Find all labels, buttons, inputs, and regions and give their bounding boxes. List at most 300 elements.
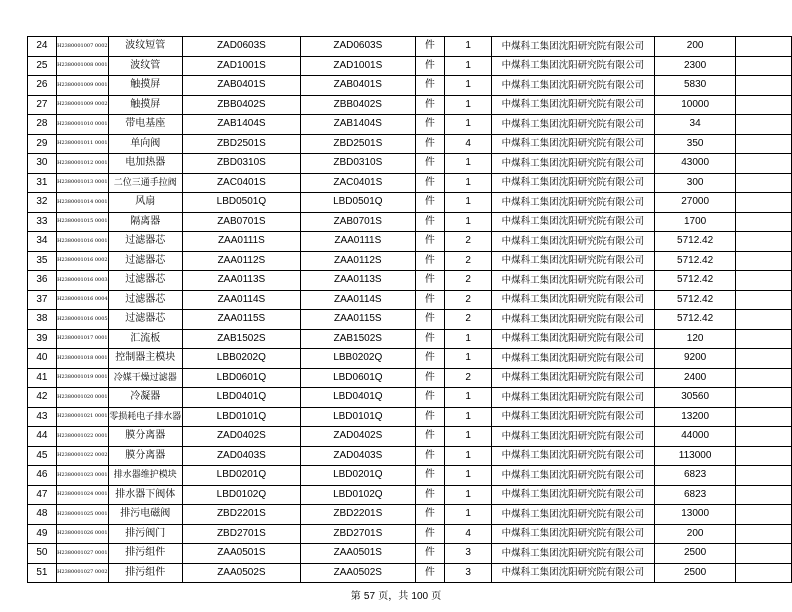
cell-spec: ZAB1502S xyxy=(182,329,300,349)
cell-no: 35 xyxy=(28,251,57,271)
cell-unit: 件 xyxy=(415,563,445,583)
cell-name: 过滤器芯 xyxy=(108,310,182,330)
cell-supplier: 中煤科工集团沈阳研究院有限公司 xyxy=(491,154,654,174)
cell-supplier: 中煤科工集团沈阳研究院有限公司 xyxy=(491,524,654,544)
cell-spec: ZAA0112S xyxy=(182,251,300,271)
cell-supplier: 中煤科工集团沈阳研究院有限公司 xyxy=(491,368,654,388)
cell-remark xyxy=(736,427,792,447)
cell-remark xyxy=(736,563,792,583)
cell-supplier: 中煤科工集团沈阳研究院有限公司 xyxy=(491,290,654,310)
table-row xyxy=(28,232,792,252)
table-row xyxy=(28,173,792,193)
cell-name: 过滤器芯 xyxy=(108,271,182,291)
cell-name: 排污组件 xyxy=(108,544,182,564)
cell-price: 200 xyxy=(654,524,736,544)
cell-name: 过滤器芯 xyxy=(108,290,182,310)
table-row xyxy=(28,154,792,174)
cell-no: 49 xyxy=(28,524,57,544)
cell-supplier: 中煤科工集团沈阳研究院有限公司 xyxy=(491,544,654,564)
table-row xyxy=(28,37,792,57)
cell-remark xyxy=(736,329,792,349)
cell-qty: 1 xyxy=(445,388,492,408)
cell-name: 电加热器 xyxy=(108,154,182,174)
cell-remark xyxy=(736,134,792,154)
cell-supplier: 中煤科工集团沈阳研究院有限公司 xyxy=(491,446,654,466)
cell-qty: 2 xyxy=(445,271,492,291)
cell-unit: 件 xyxy=(415,115,445,135)
cell-no: 31 xyxy=(28,173,57,193)
cell-supplier: 中煤科工集团沈阳研究院有限公司 xyxy=(491,37,654,57)
cell-qty: 1 xyxy=(445,427,492,447)
cell-qty: 1 xyxy=(445,212,492,232)
cell-price: 9200 xyxy=(654,349,736,369)
cell-code: H2380001007 0002 xyxy=(56,37,108,57)
cell-no: 25 xyxy=(28,56,57,76)
cell-unit: 件 xyxy=(415,56,445,76)
cell-code: H2380001011 0001 xyxy=(56,134,108,154)
cell-price: 5712.42 xyxy=(654,271,736,291)
cell-remark xyxy=(736,115,792,135)
cell-unit: 件 xyxy=(415,95,445,115)
cell-price: 34 xyxy=(654,115,736,135)
cell-model: ZAB0401S xyxy=(301,76,415,96)
cell-price: 300 xyxy=(654,173,736,193)
cell-name: 隔离器 xyxy=(108,212,182,232)
cell-unit: 件 xyxy=(415,290,445,310)
cell-name-text: 冷媒干燥过滤器 xyxy=(113,372,177,383)
cell-unit: 件 xyxy=(415,134,445,154)
cell-name: 冷凝器 xyxy=(108,388,182,408)
cell-qty: 1 xyxy=(445,349,492,369)
cell-price: 44000 xyxy=(654,427,736,447)
cell-spec: ZAA0113S xyxy=(182,271,300,291)
cell-remark xyxy=(736,368,792,388)
cell-remark xyxy=(736,290,792,310)
cell-qty: 1 xyxy=(445,115,492,135)
cell-model: ZAA0502S xyxy=(301,563,415,583)
table-row xyxy=(28,544,792,564)
cell-name xyxy=(108,407,182,427)
cell-code: H2380001016 0003 xyxy=(56,271,108,291)
cell-remark xyxy=(736,310,792,330)
cell-spec: ZAB0701S xyxy=(182,212,300,232)
cell-qty: 1 xyxy=(445,407,492,427)
cell-spec: ZAA0502S xyxy=(182,563,300,583)
cell-model: ZAD0402S xyxy=(301,427,415,447)
cell-price: 5712.42 xyxy=(654,251,736,271)
cell-unit: 件 xyxy=(415,193,445,213)
cell-supplier: 中煤科工集团沈阳研究院有限公司 xyxy=(491,76,654,96)
cell-spec: ZAA0111S xyxy=(182,232,300,252)
cell-code: H2380001009 0001 xyxy=(56,76,108,96)
cell-unit: 件 xyxy=(415,329,445,349)
cell-price: 5712.42 xyxy=(654,310,736,330)
cell-supplier: 中煤科工集团沈阳研究院有限公司 xyxy=(491,427,654,447)
table-row xyxy=(28,76,792,96)
cell-model: LBD0101Q xyxy=(301,407,415,427)
cell-qty: 1 xyxy=(445,193,492,213)
cell-code: H2380001008 0001 xyxy=(56,56,108,76)
cell-price: 6823 xyxy=(654,485,736,505)
cell-no: 29 xyxy=(28,134,57,154)
cell-unit: 件 xyxy=(415,173,445,193)
cell-unit: 件 xyxy=(415,154,445,174)
cell-model: ZBD0310S xyxy=(301,154,415,174)
cell-supplier: 中煤科工集团沈阳研究院有限公司 xyxy=(491,251,654,271)
cell-name: 触摸屏 xyxy=(108,95,182,115)
cell-supplier: 中煤科工集团沈阳研究院有限公司 xyxy=(491,329,654,349)
cell-model: ZAA0113S xyxy=(301,271,415,291)
table-row xyxy=(28,115,792,135)
cell-spec: LBD0201Q xyxy=(182,466,300,486)
cell-no: 30 xyxy=(28,154,57,174)
cell-no: 27 xyxy=(28,95,57,115)
cell-price: 1700 xyxy=(654,212,736,232)
table-row xyxy=(28,95,792,115)
cell-spec: LBD0101Q xyxy=(182,407,300,427)
table-row xyxy=(28,251,792,271)
cell-qty: 1 xyxy=(445,329,492,349)
cell-no: 32 xyxy=(28,193,57,213)
cell-supplier: 中煤科工集团沈阳研究院有限公司 xyxy=(491,115,654,135)
cell-unit: 件 xyxy=(415,368,445,388)
cell-model: ZBB0402S xyxy=(301,95,415,115)
footer-prefix: 第 xyxy=(350,591,361,602)
cell-qty: 2 xyxy=(445,368,492,388)
cell-model: ZAC0401S xyxy=(301,173,415,193)
cell-remark xyxy=(736,505,792,525)
cell-spec: ZAA0501S xyxy=(182,544,300,564)
cell-no: 48 xyxy=(28,505,57,525)
cell-remark xyxy=(736,193,792,213)
page-footer xyxy=(0,587,792,602)
cell-code: H2380001009 0002 xyxy=(56,95,108,115)
cell-remark xyxy=(736,485,792,505)
cell-unit: 件 xyxy=(415,232,445,252)
cell-spec: ZAA0114S xyxy=(182,290,300,310)
cell-remark xyxy=(736,154,792,174)
cell-supplier: 中煤科工集团沈阳研究院有限公司 xyxy=(491,56,654,76)
cell-name: 波纹短管 xyxy=(108,37,182,57)
cell-code: H2380001025 0001 xyxy=(56,505,108,525)
cell-model: LBB0202Q xyxy=(301,349,415,369)
table-row xyxy=(28,212,792,232)
cell-remark xyxy=(736,212,792,232)
cell-supplier: 中煤科工集团沈阳研究院有限公司 xyxy=(491,485,654,505)
footer-suffix: 页 xyxy=(431,591,442,602)
cell-price: 200 xyxy=(654,37,736,57)
cell-code: H2380001022 0002 xyxy=(56,446,108,466)
cell-qty: 1 xyxy=(445,505,492,525)
cell-remark xyxy=(736,251,792,271)
table-row xyxy=(28,271,792,291)
cell-price: 6823 xyxy=(654,466,736,486)
table-row xyxy=(28,485,792,505)
cell-no: 38 xyxy=(28,310,57,330)
cell-remark xyxy=(736,388,792,408)
table-row xyxy=(28,388,792,408)
table-row xyxy=(28,290,792,310)
cell-name-text: 二位三通手拉阀 xyxy=(113,177,177,188)
cell-remark xyxy=(736,232,792,252)
cell-supplier: 中煤科工集团沈阳研究院有限公司 xyxy=(491,388,654,408)
cell-name: 排水器下阀体 xyxy=(108,485,182,505)
cell-price: 5712.42 xyxy=(654,232,736,252)
cell-model: ZBD2501S xyxy=(301,134,415,154)
cell-price: 2300 xyxy=(654,56,736,76)
cell-no: 28 xyxy=(28,115,57,135)
cell-name xyxy=(108,466,182,486)
cell-code: H2380001021 0001 xyxy=(56,407,108,427)
cell-no: 39 xyxy=(28,329,57,349)
cell-code: H2380001015 0001 xyxy=(56,212,108,232)
cell-name xyxy=(108,173,182,193)
cell-remark xyxy=(736,407,792,427)
cell-name: 风扇 xyxy=(108,193,182,213)
cell-model: ZAB1502S xyxy=(301,329,415,349)
cell-supplier: 中煤科工集团沈阳研究院有限公司 xyxy=(491,212,654,232)
cell-name: 排污组件 xyxy=(108,563,182,583)
cell-spec: ZBD0310S xyxy=(182,154,300,174)
cell-unit: 件 xyxy=(415,446,445,466)
cell-model: ZBD2701S xyxy=(301,524,415,544)
cell-qty: 1 xyxy=(445,76,492,96)
cell-spec: ZAD0603S xyxy=(182,37,300,57)
cell-code: H2380001023 0001 xyxy=(56,466,108,486)
cell-spec: ZBB0402S xyxy=(182,95,300,115)
cell-no: 47 xyxy=(28,485,57,505)
cell-name-text: 零损耗电子排水器 xyxy=(109,411,182,422)
cell-remark xyxy=(736,446,792,466)
cell-no: 33 xyxy=(28,212,57,232)
cell-unit: 件 xyxy=(415,505,445,525)
cell-model: ZAA0111S xyxy=(301,232,415,252)
cell-no: 51 xyxy=(28,563,57,583)
cell-model: ZAA0115S xyxy=(301,310,415,330)
cell-unit: 件 xyxy=(415,76,445,96)
cell-price: 10000 xyxy=(654,95,736,115)
cell-model: LBD0102Q xyxy=(301,485,415,505)
table-row xyxy=(28,407,792,427)
cell-qty: 1 xyxy=(445,173,492,193)
table-row xyxy=(28,56,792,76)
cell-name-text: 排水器维护模块 xyxy=(113,470,177,481)
cell-code: H2380001027 0001 xyxy=(56,544,108,564)
cell-spec: ZAD0402S xyxy=(182,427,300,447)
footer-current-page: 57 xyxy=(363,591,376,602)
cell-no: 43 xyxy=(28,407,57,427)
table-row xyxy=(28,349,792,369)
cell-model: ZAD1001S xyxy=(301,56,415,76)
cell-qty: 1 xyxy=(445,37,492,57)
cell-no: 41 xyxy=(28,368,57,388)
cell-supplier: 中煤科工集团沈阳研究院有限公司 xyxy=(491,407,654,427)
cell-model: LBD0501Q xyxy=(301,193,415,213)
cell-price: 5830 xyxy=(654,76,736,96)
cell-supplier: 中煤科工集团沈阳研究院有限公司 xyxy=(491,505,654,525)
cell-unit: 件 xyxy=(415,251,445,271)
cell-spec: LBD0401Q xyxy=(182,388,300,408)
cell-qty: 4 xyxy=(445,524,492,544)
cell-model: ZAD0603S xyxy=(301,37,415,57)
table-row xyxy=(28,427,792,447)
cell-name: 控制器主模块 xyxy=(108,349,182,369)
cell-unit: 件 xyxy=(415,388,445,408)
table-row xyxy=(28,329,792,349)
cell-spec: LBD0501Q xyxy=(182,193,300,213)
cell-model: ZAA0112S xyxy=(301,251,415,271)
cell-code: H2380001014 0001 xyxy=(56,193,108,213)
cell-code: H2380001013 0001 xyxy=(56,173,108,193)
cell-no: 37 xyxy=(28,290,57,310)
table-row xyxy=(28,505,792,525)
cell-spec: ZAD0403S xyxy=(182,446,300,466)
cell-model: LBD0601Q xyxy=(301,368,415,388)
cell-qty: 2 xyxy=(445,251,492,271)
cell-qty: 2 xyxy=(445,310,492,330)
cell-qty: 1 xyxy=(445,56,492,76)
table-row xyxy=(28,193,792,213)
cell-qty: 2 xyxy=(445,290,492,310)
cell-supplier: 中煤科工集团沈阳研究院有限公司 xyxy=(491,95,654,115)
cell-model: ZAD0403S xyxy=(301,446,415,466)
cell-no: 45 xyxy=(28,446,57,466)
cell-price: 113000 xyxy=(654,446,736,466)
cell-supplier: 中煤科工集团沈阳研究院有限公司 xyxy=(491,310,654,330)
cell-unit: 件 xyxy=(415,544,445,564)
cell-code: H2380001027 0002 xyxy=(56,563,108,583)
cell-model: ZAA0114S xyxy=(301,290,415,310)
cell-name: 排污阀门 xyxy=(108,524,182,544)
cell-spec: ZBD2701S xyxy=(182,524,300,544)
cell-supplier: 中煤科工集团沈阳研究院有限公司 xyxy=(491,349,654,369)
cell-no: 24 xyxy=(28,37,57,57)
cell-qty: 3 xyxy=(445,563,492,583)
cell-name: 过滤器芯 xyxy=(108,251,182,271)
cell-model: ZBD2201S xyxy=(301,505,415,525)
cell-code: H2380001022 0001 xyxy=(56,427,108,447)
cell-code: H2380001016 0001 xyxy=(56,232,108,252)
cell-qty: 4 xyxy=(445,134,492,154)
cell-name xyxy=(108,368,182,388)
cell-code: H2380001019 0001 xyxy=(56,368,108,388)
cell-supplier: 中煤科工集团沈阳研究院有限公司 xyxy=(491,173,654,193)
cell-unit: 件 xyxy=(415,37,445,57)
cell-no: 26 xyxy=(28,76,57,96)
cell-no: 46 xyxy=(28,466,57,486)
cell-remark xyxy=(736,544,792,564)
cell-price: 2500 xyxy=(654,563,736,583)
cell-unit: 件 xyxy=(415,271,445,291)
cell-price: 30560 xyxy=(654,388,736,408)
cell-spec: ZAB1404S xyxy=(182,115,300,135)
cell-name: 膜分离器 xyxy=(108,427,182,447)
cell-unit: 件 xyxy=(415,407,445,427)
cell-supplier: 中煤科工集团沈阳研究院有限公司 xyxy=(491,563,654,583)
cell-supplier: 中煤科工集团沈阳研究院有限公司 xyxy=(491,134,654,154)
cell-code: H2380001016 0002 xyxy=(56,251,108,271)
cell-supplier: 中煤科工集团沈阳研究院有限公司 xyxy=(491,232,654,252)
cell-no: 40 xyxy=(28,349,57,369)
cell-no: 42 xyxy=(28,388,57,408)
cell-price: 27000 xyxy=(654,193,736,213)
cell-price: 13000 xyxy=(654,505,736,525)
cell-code: H2380001020 0001 xyxy=(56,388,108,408)
cell-spec: ZAD1001S xyxy=(182,56,300,76)
cell-spec: LBB0202Q xyxy=(182,349,300,369)
cell-unit: 件 xyxy=(415,524,445,544)
cell-qty: 2 xyxy=(445,232,492,252)
cell-spec: LBD0601Q xyxy=(182,368,300,388)
cell-name: 波纹管 xyxy=(108,56,182,76)
cell-code: H2380001018 0001 xyxy=(56,349,108,369)
cell-qty: 1 xyxy=(445,446,492,466)
cell-no: 44 xyxy=(28,427,57,447)
cell-code: H2380001017 0001 xyxy=(56,329,108,349)
cell-price: 2400 xyxy=(654,368,736,388)
cell-price: 350 xyxy=(654,134,736,154)
cell-name: 带电基座 xyxy=(108,115,182,135)
cell-price: 43000 xyxy=(654,154,736,174)
cell-remark xyxy=(736,524,792,544)
cell-price: 120 xyxy=(654,329,736,349)
cell-unit: 件 xyxy=(415,485,445,505)
cell-spec: ZAC0401S xyxy=(182,173,300,193)
cell-code: H2380001026 0001 xyxy=(56,524,108,544)
cell-unit: 件 xyxy=(415,349,445,369)
cell-price: 13200 xyxy=(654,407,736,427)
cell-model: LBD0401Q xyxy=(301,388,415,408)
cell-supplier: 中煤科工集团沈阳研究院有限公司 xyxy=(491,466,654,486)
cell-name: 触摸屏 xyxy=(108,76,182,96)
cell-code: H2380001012 0001 xyxy=(56,154,108,174)
cell-remark xyxy=(736,37,792,57)
cell-qty: 1 xyxy=(445,485,492,505)
table-row xyxy=(28,446,792,466)
cell-unit: 件 xyxy=(415,310,445,330)
parts-table xyxy=(27,36,792,583)
cell-remark xyxy=(736,173,792,193)
cell-remark xyxy=(736,56,792,76)
cell-supplier: 中煤科工集团沈阳研究院有限公司 xyxy=(491,271,654,291)
cell-qty: 1 xyxy=(445,95,492,115)
cell-code: H2380001016 0004 xyxy=(56,290,108,310)
footer-middle: 页，共 xyxy=(378,591,409,602)
cell-code: H2380001016 0005 xyxy=(56,310,108,330)
cell-no: 34 xyxy=(28,232,57,252)
cell-unit: 件 xyxy=(415,212,445,232)
cell-spec: ZAB0401S xyxy=(182,76,300,96)
cell-name: 膜分离器 xyxy=(108,446,182,466)
cell-name: 排污电磁阀 xyxy=(108,505,182,525)
cell-name: 单向阀 xyxy=(108,134,182,154)
footer-total-pages: 100 xyxy=(411,591,429,602)
cell-no: 36 xyxy=(28,271,57,291)
table-row xyxy=(28,563,792,583)
cell-code: H2380001024 0001 xyxy=(56,485,108,505)
cell-qty: 1 xyxy=(445,154,492,174)
cell-remark xyxy=(736,95,792,115)
cell-price: 2500 xyxy=(654,544,736,564)
cell-remark xyxy=(736,271,792,291)
table-row xyxy=(28,134,792,154)
cell-qty: 1 xyxy=(445,466,492,486)
cell-model: LBD0201Q xyxy=(301,466,415,486)
cell-no: 50 xyxy=(28,544,57,564)
cell-remark xyxy=(736,466,792,486)
cell-code: H2380001010 0001 xyxy=(56,115,108,135)
cell-model: ZAB0701S xyxy=(301,212,415,232)
